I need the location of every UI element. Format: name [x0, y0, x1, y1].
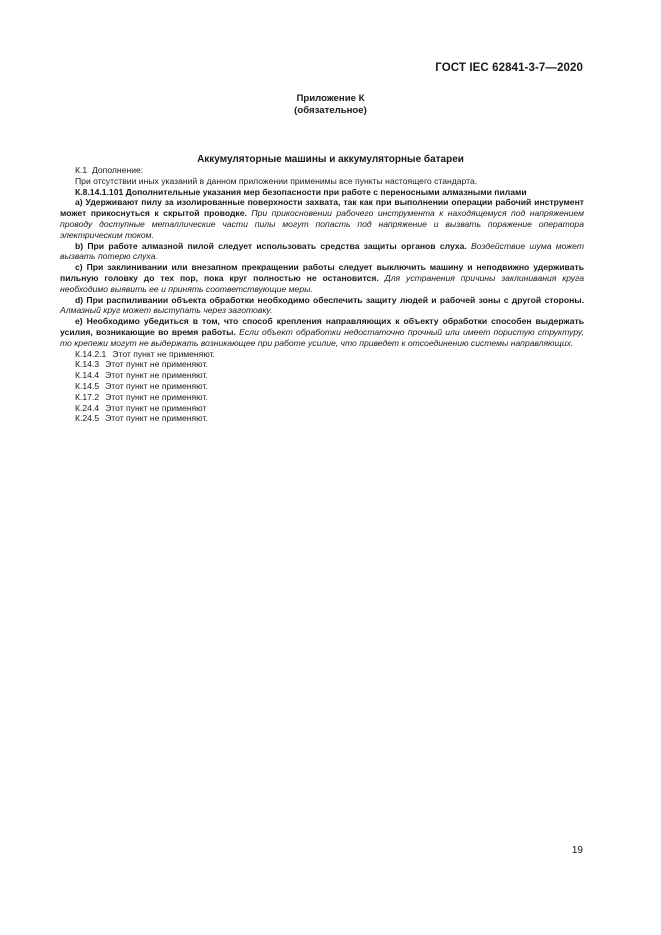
section-title: Аккумуляторные машины и аккумуляторные батареи — [197, 154, 464, 165]
clause-text: Этот пункт не применяют. — [105, 413, 208, 424]
clause-number: К.24.4 — [75, 402, 100, 413]
intro-paragraph: При отсутствии иных указаний в данном приложении применимы все пункты настоящего стандарта. — [75, 175, 478, 186]
clause-text: Этот пункт не применяют. — [105, 380, 208, 391]
list-item — [75, 370, 584, 381]
item-d-bold: d) При распиливании объекта обработки необходимо обеспечить защиту людей и рабочей зоны с другой стороны. — [75, 294, 584, 305]
item-b — [60, 241, 584, 263]
list-item — [75, 359, 584, 370]
clause-number: К.24.5 — [75, 413, 100, 424]
list-item — [75, 381, 584, 392]
clause-number: К.14.3 — [75, 359, 100, 370]
clause-number: К.14.2.1 — [75, 348, 107, 359]
item-d — [60, 295, 584, 317]
list-item — [75, 349, 584, 360]
clause-number: К.14.4 — [75, 370, 100, 381]
clause-number: К.1 — [75, 165, 88, 175]
item-a — [60, 197, 584, 240]
list-item — [75, 392, 584, 403]
page-number: 19 — [571, 845, 583, 856]
list-item — [75, 403, 584, 414]
annex-status: (обязательное) — [294, 105, 367, 116]
clause-text: Этот пункт не применяют. — [112, 348, 215, 359]
clause-k1 — [60, 165, 584, 176]
item-b-italic: Воздействие шума может вызвать потерю слуха. — [60, 240, 584, 262]
clause-text: Этот пункт не применяют. — [105, 370, 208, 381]
item-d-italic: Алмазный круг может выступать через заготовку. — [60, 305, 273, 316]
clause-number: К.17.2 — [75, 391, 100, 402]
item-b-bold: b) При работе алмазной пилой следует использовать средства защиты органов слуха. — [75, 240, 467, 251]
item-e-bold: е) Необходимо убедиться в том, что способ крепления направляющих к объекту обработки способен выдержать усилия, возникающие во время работы. — [60, 316, 584, 337]
item-c-italic: Для устранения причины заклинивания круга необходимо выявить ее и принять соответствующие меры. — [60, 272, 584, 294]
clause-k8-14-1-101: К.8.14.1.101 Дополнительные указания мер безопасности при работе с переносными алмазными пилами — [75, 186, 527, 197]
clause-text: Дополнение: — [91, 165, 144, 175]
item-e — [60, 316, 584, 348]
annex-heading — [0, 93, 661, 117]
document-code: ГОСТ IEC 62841-3-7—2020 — [435, 62, 583, 74]
item-c-bold: с) При заклинивании или внезапном прекращении работы следует выключить машину и неподвижно удерживать пильную головку до тех пор, пока круг полностью не остановится. — [60, 262, 584, 283]
list-item — [75, 413, 584, 424]
item-c — [60, 262, 584, 294]
clause-number: К.14.5 — [75, 380, 100, 391]
item-e-italic: Если объект обработки недостаточно прочный или имеет пористую структуру, то крепежи могут не выдержать возникающее при работе усилие, что приведет к отсоединению системы направляющих. — [60, 326, 585, 348]
clause-text: Этот пункт не применяют. — [105, 391, 208, 402]
clause-list — [60, 349, 584, 425]
annex-title: Приложение К — [296, 93, 365, 104]
item-a-italic: При прикосновении рабочего инструмента к находящемуся под напряжением проводу доступные металлические части пилы могут попасть под напряжение и вызвать поражение оператора электрическим током. — [60, 208, 584, 240]
clause-text: Этот пункт не применяют — [105, 402, 207, 413]
item-a-bold: а) Удерживают пилу за изолированные поверхности захвата, так как при выполнении операции рабочий инструмент может прикоснуться к скрытой проводке. — [60, 197, 584, 219]
clause-text: Этот пункт не применяют. — [105, 359, 208, 370]
body-text — [60, 165, 584, 424]
